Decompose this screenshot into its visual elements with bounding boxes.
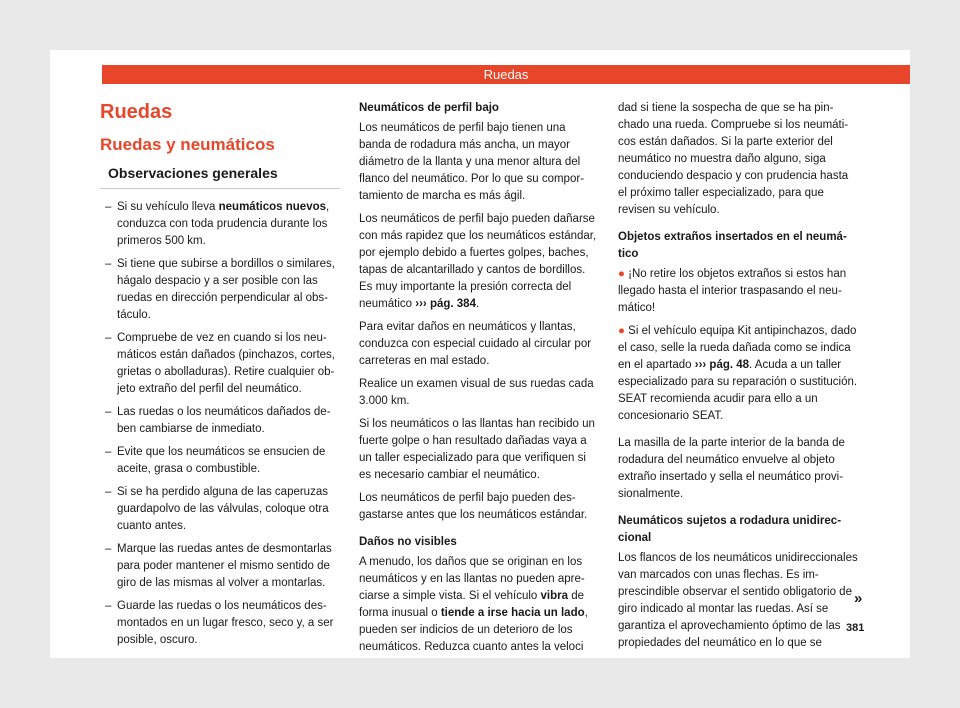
list-item: – Si su vehículo lleva neumáticos nuevos, conduzca con toda prudencia durante los primeros 500 km. — [100, 199, 340, 250]
list-item: – Marque las ruedas antes de desmontarlas para poder mantener el mismo sentido de giro de las mismas al volver a montarlas. — [100, 541, 340, 592]
paragraph: Los flancos de los neumáticos unidireccionales van marcados con unas flechas. Es imprescindible observar el sentido obligatorio de giro indicado al montar las ruedas. Así se garantiza el aprovechamiento óptimo de las propiedades del neumático en lo que se — [618, 552, 858, 649]
list-item: – Evite que los neumáticos se ensucien de aceite, grasa o combustible. — [100, 444, 340, 478]
manual-page — [50, 50, 910, 658]
list-item: – Las ruedas o los neumáticos dañados deben cambiarse de inmediato. — [100, 404, 340, 438]
paragraph: Los neumáticos de perfil bajo pueden dañarse con más rapidez que los neumáticos estándar, por ejemplo debido a fuertes golpes, baches, tapas de alcantarillado y cantos de bordillos. Es muy importante la presión correcta del neumático ››› pág. 384. — [359, 213, 597, 310]
column-2 — [359, 100, 600, 662]
bullet-icon: ● — [618, 325, 625, 337]
column-1 — [100, 100, 340, 655]
section-header-bar: Ruedas — [102, 65, 910, 84]
paragraph: Para evitar daños en neumáticos y llantas, conduzca con especial cuidado al circular por carreteras en mal estado. — [359, 321, 592, 367]
list-item: – Guarde las ruedas o los neumáticos desmontados en un lugar fresco, seco y, a ser posible, oscuro. — [100, 598, 340, 649]
low-profile-heading: Neumáticos de perfil bajo — [359, 102, 499, 114]
paragraph: Los neumáticos de perfil bajo pueden desgastarse antes que los neumáticos estándar. — [359, 492, 588, 521]
column-3 — [618, 100, 859, 658]
paragraph: dad si tiene la sospecha de que se ha pinchado una rueda. Compruebe si los neumáticos están dañados. Si la parte exterior del neumático no muestra daño alguno, siga conduciendo despacio y con prudencia hasta el próximo taller especializado, para que revisen su vehículo. — [618, 102, 849, 216]
directional-tyres-heading: Neumáticos sujetos a rodadura unidireccional — [618, 515, 842, 544]
paragraph: Los neumáticos de perfil bajo tienen una banda de rodadura más ancha, un mayor diámetro de la llanta y una menor altura del flanco del neumático. Por lo que su comportamiento de marcha es más ágil. — [359, 122, 585, 202]
continue-arrow-icon: » — [854, 590, 863, 607]
foreign-objects-heading: Objetos extraños insertados en el neumático — [618, 231, 847, 260]
paragraph: Si los neumáticos o las llantas han recibido un fuerte golpe o han resultado dañadas vaya a un taller especializado para que verifiquen si es necesario cambiar el neumático. — [359, 418, 595, 481]
page-reference-link[interactable]: ››› pág. 48 — [694, 359, 750, 371]
page-title: Ruedas — [100, 101, 173, 123]
list-item: – Compruebe de vez en cuando si los neumáticos están dañados (pinchazos, cortes, grietas o abolladuras). Retire cualquier objeto extraño del perfil del neumático. — [100, 330, 340, 398]
bullet-icon: ● — [618, 268, 625, 280]
bullet-item: ● ¡No retire los objetos extraños si estos han llegado hasta el interior traspasando el neumático! — [618, 268, 847, 314]
page-reference-link[interactable]: ››› pág. 384 — [415, 298, 476, 310]
hidden-damage-heading: Daños no visibles — [359, 536, 457, 548]
bullet-item: ● Si el vehículo equipa Kit antipinchazos, dado el caso, selle la rueda dañada como se indica en el apartado ››› pág. 48. Acuda a un taller especializado para su reparación o sustitución. SEAT recomienda acudir para ello a un concesionario SEAT. — [618, 325, 858, 422]
paragraph: La masilla de la parte interior de la banda de rodadura del neumático envuelve al objeto extraño insertado y sella el neumático provisionalmente. — [618, 437, 845, 500]
list-item: – Si se ha perdido alguna de las caperuzas guardapolvo de las válvulas, coloque otra cuanto antes. — [100, 484, 340, 535]
page-number: 381 — [846, 622, 865, 634]
paragraph: A menudo, los daños que se originan en los neumáticos y en las llantas no pueden apreciarse a simple vista. Si el vehículo vibra de forma inusual o tiende a irse hacia un lado, pueden ser indicios de un deterioro de los neumáticos. Reduzca cuanto antes la veloci — [359, 556, 588, 653]
general-notes-list — [100, 199, 340, 649]
list-item: – Si tiene que subirse a bordillos o similares, hágalo despacio y a ser posible con las ruedas en dirección perpendicular al obstáculo. — [100, 256, 340, 324]
chapter-title: Ruedas y neumáticos — [100, 135, 275, 154]
section-title: Observaciones generales — [100, 164, 340, 189]
paragraph: Realice un examen visual de sus ruedas cada 3.000 km. — [359, 378, 594, 407]
